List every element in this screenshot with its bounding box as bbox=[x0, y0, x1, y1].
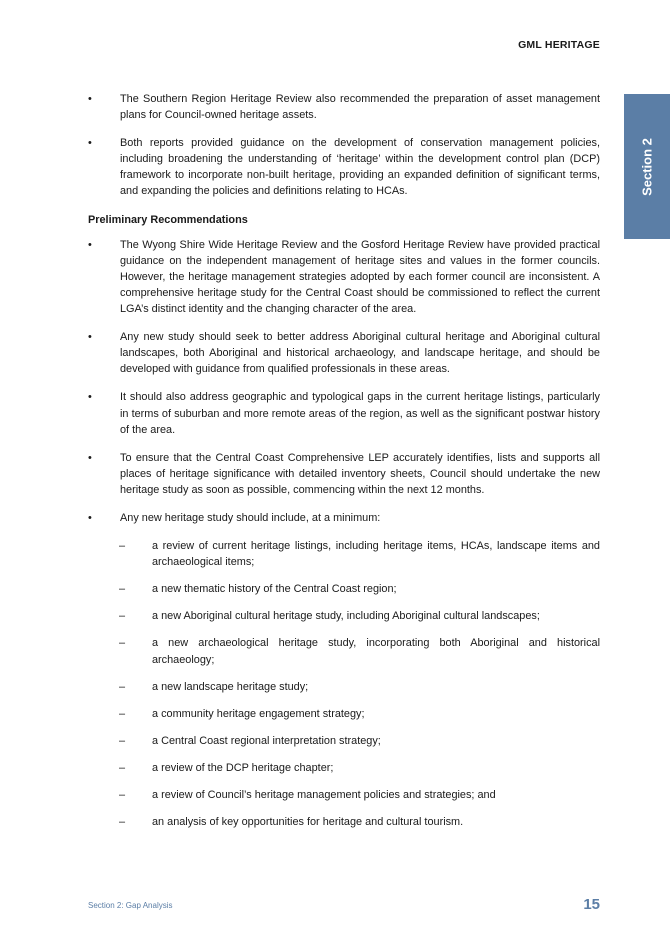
sub-list-item bbox=[88, 706, 600, 722]
dash-marker: – bbox=[119, 789, 126, 801]
sub-list-item bbox=[88, 538, 600, 570]
sub-list-item bbox=[88, 787, 600, 803]
section-tab-label: Section 2 bbox=[639, 137, 655, 196]
dash-marker: – bbox=[119, 637, 126, 650]
sub-list-text: a new landscape heritage study; bbox=[152, 680, 309, 693]
bullet-text: Any new study should seek to better address Aboriginal cultural heritage and Aboriginal cultural landscapes, both Aboriginal and historical archaeology, and landscape heritage, and should be developed with guidance from qualified professionals in these areas. bbox=[120, 331, 600, 376]
sub-list-text: a review of the DCP heritage chapter; bbox=[152, 761, 334, 774]
bullet-text: Both reports provided guidance on the development of conservation management policies, including broadening the understanding of ‘heritage’ within the development control plan (DCP) framework to incorporate non-built heritage, providing an expanded definition of significant terms, and expanding the policies and definitions relating to HCAs. bbox=[120, 137, 600, 198]
bullet-marker: • bbox=[88, 93, 92, 105]
dash-marker: – bbox=[119, 540, 126, 553]
sub-list-item bbox=[88, 679, 600, 695]
section-heading: Preliminary Recommendations bbox=[88, 213, 248, 226]
bullet-text: The Wyong Shire Wide Heritage Review and the Gosford Heritage Review have provided practical guidance on the independent management of heritage sites and values in the former councils. However, the heritage management strategies adopted by each former council are inconsistent. A comprehensive heritage study for the Central Coast should be commissioned to reflect the current LGA’s distinct identity and the changing character of the area. bbox=[120, 238, 600, 316]
dash-marker: – bbox=[119, 680, 126, 693]
sub-list-text: a review of Council’s heritage management policies and strategies; and bbox=[152, 789, 496, 801]
sub-list-text: a new Aboriginal cultural heritage study, including Aboriginal cultural landscapes; bbox=[152, 610, 540, 623]
sub-list-text: a new archaeological heritage study, incorporating both Aboriginal and historical archaeology; bbox=[152, 637, 600, 666]
bullet-text: Any new heritage study should include, at a minimum: bbox=[120, 511, 381, 524]
sub-list-text: a review of current heritage listings, including heritage items, HCAs, landscape items and archaeological items; bbox=[152, 540, 600, 569]
dash-marker: – bbox=[119, 761, 126, 774]
bullet-marker: • bbox=[88, 451, 92, 464]
sub-list-item bbox=[88, 635, 600, 667]
bullet-marker: • bbox=[88, 391, 92, 404]
sub-list-item bbox=[88, 581, 600, 597]
dash-marker: – bbox=[119, 583, 126, 596]
dash-marker: – bbox=[119, 816, 126, 829]
bullet-item bbox=[88, 450, 600, 498]
bullet-item bbox=[88, 510, 600, 526]
dash-marker: – bbox=[119, 707, 126, 720]
bullet-item bbox=[88, 389, 600, 437]
bullet-text: It should also address geographic and typological gaps in the current heritage listings, particularly in terms of suburban and more remote areas of the region, as well as the significant postwar history of the area. bbox=[120, 391, 600, 436]
sub-list-item bbox=[88, 733, 600, 749]
sub-list-item bbox=[88, 608, 600, 624]
body-content bbox=[88, 91, 600, 841]
bullet-marker: • bbox=[88, 137, 92, 150]
page-number: 15 bbox=[583, 896, 600, 913]
bullet-marker: • bbox=[88, 238, 92, 251]
dash-marker: – bbox=[119, 734, 126, 747]
sub-list-text: a new thematic history of the Central Coast region; bbox=[152, 583, 397, 596]
sub-list-text: a Central Coast regional interpretation strategy; bbox=[152, 734, 381, 747]
bullet-item bbox=[88, 135, 600, 199]
sub-list-text: a community heritage engagement strategy; bbox=[152, 707, 365, 720]
bullet-text: The Southern Region Heritage Review also recommended the preparation of asset management plans for Council-owned heritage assets. bbox=[120, 93, 600, 122]
bullet-marker: • bbox=[88, 331, 92, 344]
bullet-text: To ensure that the Central Coast Comprehensive LEP accurately identifies, lists and supports all places of heritage significance with detailed inventory sheets, Council should undertake the new heritage study as soon as possible, commencing within the next 12 months. bbox=[120, 451, 600, 496]
sub-list-item bbox=[88, 814, 600, 830]
dash-marker: – bbox=[119, 610, 126, 623]
bullet-item bbox=[88, 237, 600, 317]
section-tab bbox=[624, 94, 670, 239]
bullet-item bbox=[88, 329, 600, 377]
sub-list-item bbox=[88, 760, 600, 776]
running-header: GML HERITAGE bbox=[518, 39, 600, 51]
footer-section-label: Section 2: Gap Analysis bbox=[88, 901, 173, 910]
bullet-item bbox=[88, 91, 600, 123]
bullet-marker: • bbox=[88, 511, 92, 524]
sub-list-text: an analysis of key opportunities for heritage and cultural tourism. bbox=[152, 816, 464, 829]
